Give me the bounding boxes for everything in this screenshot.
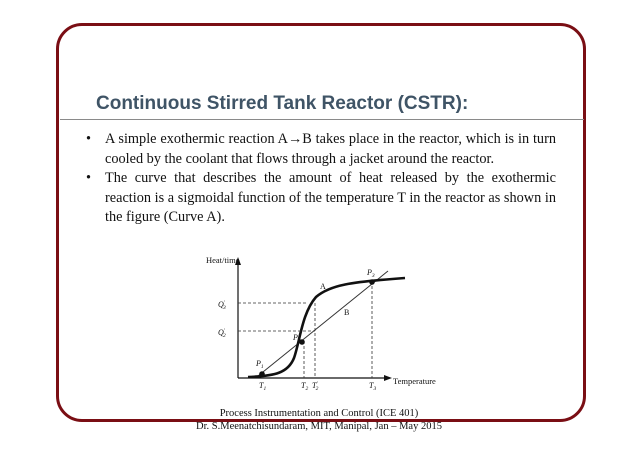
x-axis-label: Temperature — [393, 376, 436, 386]
label-p2: $P_2$ — [293, 333, 301, 344]
label-curve-b: B — [344, 308, 350, 317]
label-t2-prime: T′ 2 — [312, 381, 319, 392]
y-axis-label: Heat/time — [206, 255, 240, 265]
label-t2: $T_2$ — [301, 381, 309, 392]
label-p1: $P_1$ — [256, 359, 264, 370]
slide-footer — [0, 407, 638, 433]
footer-author: Dr. S.Meenatchisundaram, MIT, Manipal, Jan – May 2015 — [196, 421, 442, 432]
label-curve-a: A — [320, 282, 326, 291]
bullet-heat-curve: • The curve that describes the amount of heat released by the exothermic reaction is a sigmoidal function of the temperature T in the reactor as shown in the figure (Curve A). — [86, 169, 556, 228]
bullet-reaction: • A simple exothermic reaction A→B takes place in the reactor, which is in turn cooled by the coolant that flows through a jacket around the reactor. — [86, 130, 556, 169]
label-p3: $P_3$ — [367, 268, 375, 279]
label-q3-prime: Q′ 3 — [218, 300, 226, 311]
point-p1 — [259, 371, 265, 377]
label-t1: $T_1$ — [259, 381, 267, 392]
label-q2-prime: Q′ 2 — [218, 328, 226, 339]
label-t3: $T_3$ — [369, 381, 377, 392]
curve-a-sigmoid — [248, 278, 405, 377]
point-p3 — [369, 279, 375, 285]
footer-course: Process Instrumentation and Control (ICE 401) — [219, 408, 419, 419]
heat-temperature-figure — [206, 253, 436, 393]
x-axis-arrow — [384, 375, 392, 381]
title-divider — [60, 119, 584, 120]
slide-title: Continuous Stirred Tank Reactor (CSTR): — [96, 93, 469, 114]
bullet-list — [86, 130, 556, 228]
